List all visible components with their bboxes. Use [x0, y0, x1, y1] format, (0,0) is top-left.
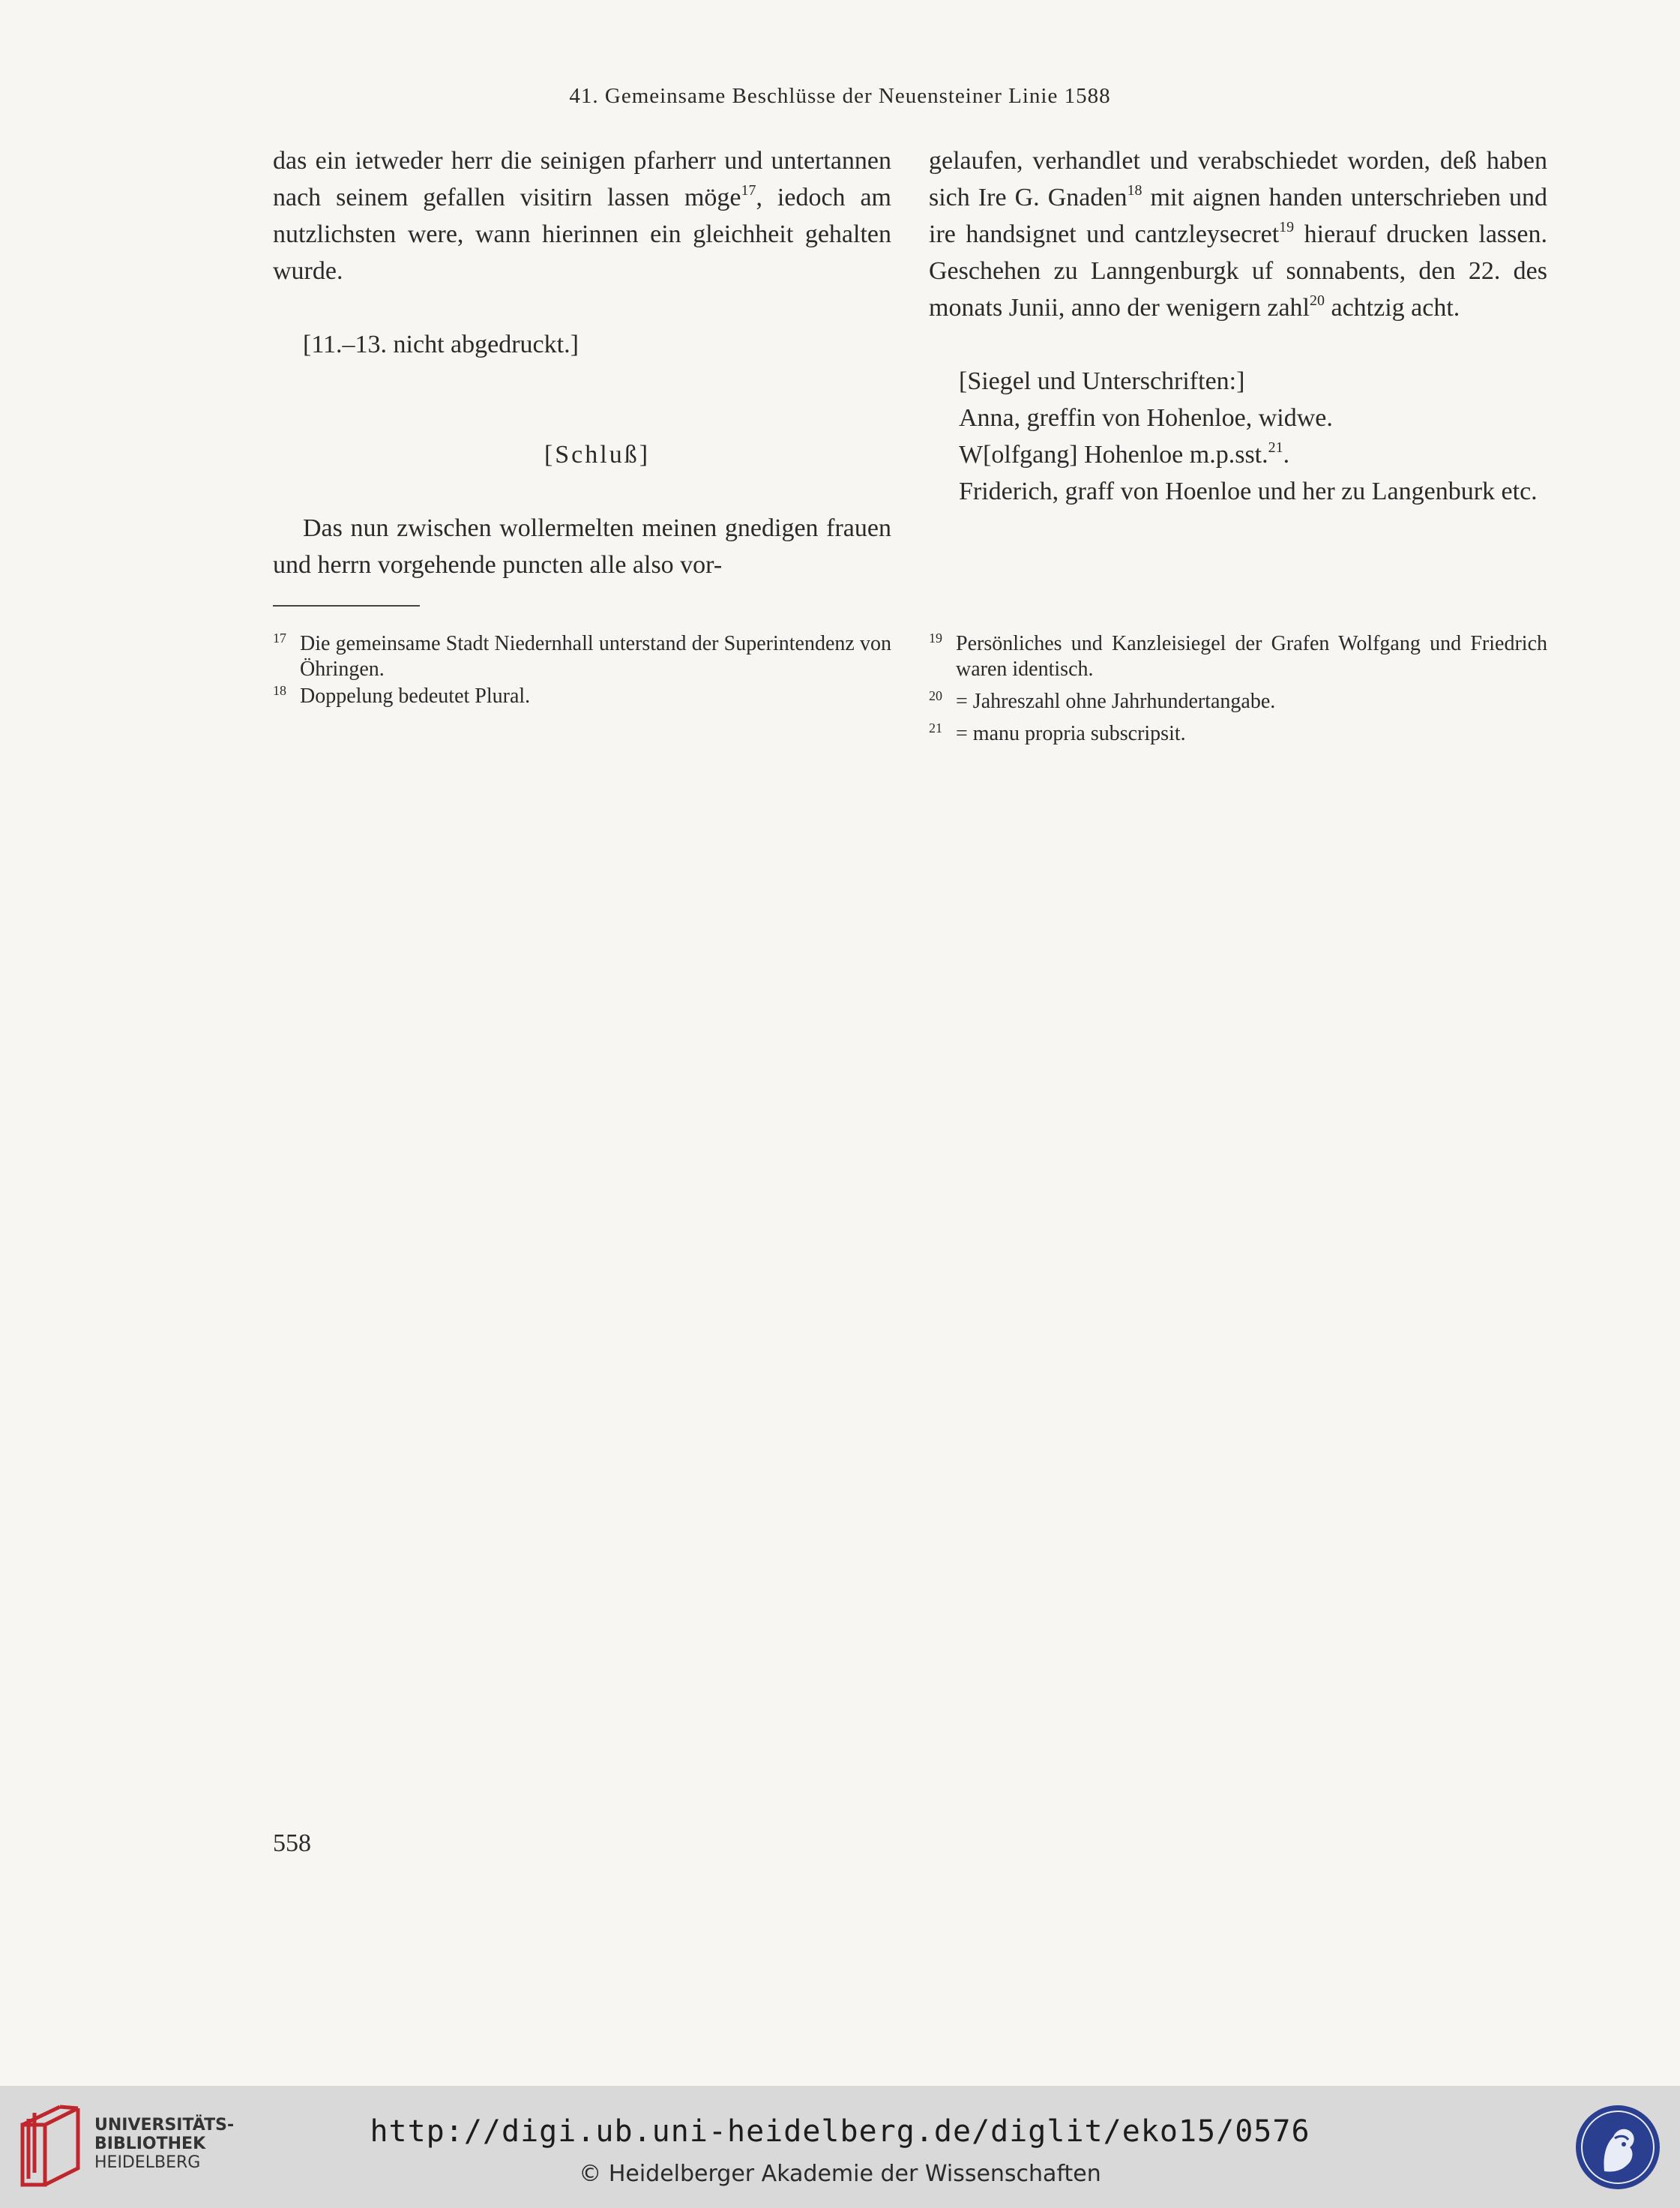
signature-wolfgang	[929, 436, 1547, 473]
footnote-number: 18	[273, 683, 286, 698]
footnote-ref-21[interactable]: 21	[1268, 439, 1283, 456]
left-paragraph-2: Das nun zwischen wollermelten meinen gnedigen frauen und herrn vorgehende puncten alle also vor-	[273, 514, 891, 579]
text-run: hierauf drucken lassen. Geschehen zu Lanngenburgk uf sonnabents, den 22. des monats Junii, anno der wenigern zahl	[929, 220, 1547, 322]
footnote-18	[273, 684, 891, 709]
logo-line-1: UNIVERSITÄTS-	[94, 2116, 235, 2135]
footnote-text: Die gemeinsame Stadt Niedernhall unterstand der Superintendenz von Öhringen.	[300, 632, 891, 681]
footnote-number: 21	[929, 721, 942, 736]
text-run: das ein ietweder herr die seinigen pfarherr und untertannen nach seinem gefallen visitirn lassen möge	[273, 147, 891, 211]
academy-seal-icon	[1573, 2102, 1663, 2192]
text-run: W[olfgang] Hohenloe m.p.sst.	[959, 441, 1268, 469]
footnote-number: 19	[929, 631, 942, 646]
footnote-ref-18[interactable]: 18	[1127, 182, 1142, 199]
footnote-text: = Jahreszahl ohne Jahrhundertangabe.	[956, 690, 1276, 713]
footnote-ref-17[interactable]: 17	[741, 182, 756, 199]
section-heading: [Schluß]	[544, 441, 651, 469]
signature-anna: Anna, greffin von Hohenloe, widwe.	[959, 404, 1333, 432]
footnotes-left	[273, 631, 891, 709]
footnote-text: Persönliches und Kanzleisiegel der Grafen Wolfgang und Friedrich waren identisch.	[956, 632, 1547, 681]
right-paragraph-1	[929, 142, 1547, 326]
footnote-text: Doppelung bedeutet Plural.	[300, 685, 531, 708]
signature-intro: [Siegel und Unterschriften:]	[959, 367, 1245, 395]
footnote-ref-20[interactable]: 20	[1309, 292, 1325, 309]
footnote-17	[273, 631, 891, 682]
right-column	[929, 142, 1547, 510]
signature-friderich: Friderich, graff von Hoenloe und her zu Langenburk etc.	[959, 478, 1538, 505]
footnote-divider	[273, 605, 420, 607]
footnote-20	[929, 689, 1547, 715]
page-number: 558	[273, 1829, 311, 1857]
running-title: 41. Gemeinsame Beschlüsse der Neuensteiner Linie 1588	[569, 84, 1111, 108]
logo-line-3: HEIDELBERG	[94, 2153, 201, 2172]
footnote-number: 17	[273, 631, 286, 646]
text-run: .	[1283, 441, 1290, 469]
footnote-19	[929, 631, 1547, 682]
footnote-number: 20	[929, 688, 942, 703]
footnote-text: = manu propria subscripsit.	[956, 722, 1186, 745]
left-column	[273, 142, 891, 583]
footnote-21	[929, 721, 1547, 747]
omitted-note: [11.–13. nicht abgedruckt.]	[303, 331, 579, 358]
footnotes-right	[929, 631, 1547, 747]
logo-line-2: BIBLIOTHEK	[94, 2135, 206, 2153]
permalink-url[interactable]: http://digi.ub.uni-heidelberg.de/diglit/eko15/0576	[370, 2114, 1310, 2149]
text-run: gelaufen, verhandlet und verabschiedet worden, deß haben sich Ire G. Gnaden	[929, 147, 1547, 211]
text-run: achtzig acht.	[1324, 294, 1460, 322]
text-run: , iedoch am nutzlichsten were, wann hierinnen ein gleichheit gehalten wurde.	[273, 184, 891, 285]
viewer-footer	[0, 2086, 1680, 2208]
text-run: mit aignen handen unterschrieben und ire handsignet und cantzleysecret	[929, 184, 1547, 248]
copyright-notice: © Heidelberger Akademie der Wissenschaften	[579, 2161, 1101, 2187]
left-paragraph-1	[273, 142, 891, 289]
footnote-ref-19[interactable]: 19	[1279, 219, 1295, 235]
